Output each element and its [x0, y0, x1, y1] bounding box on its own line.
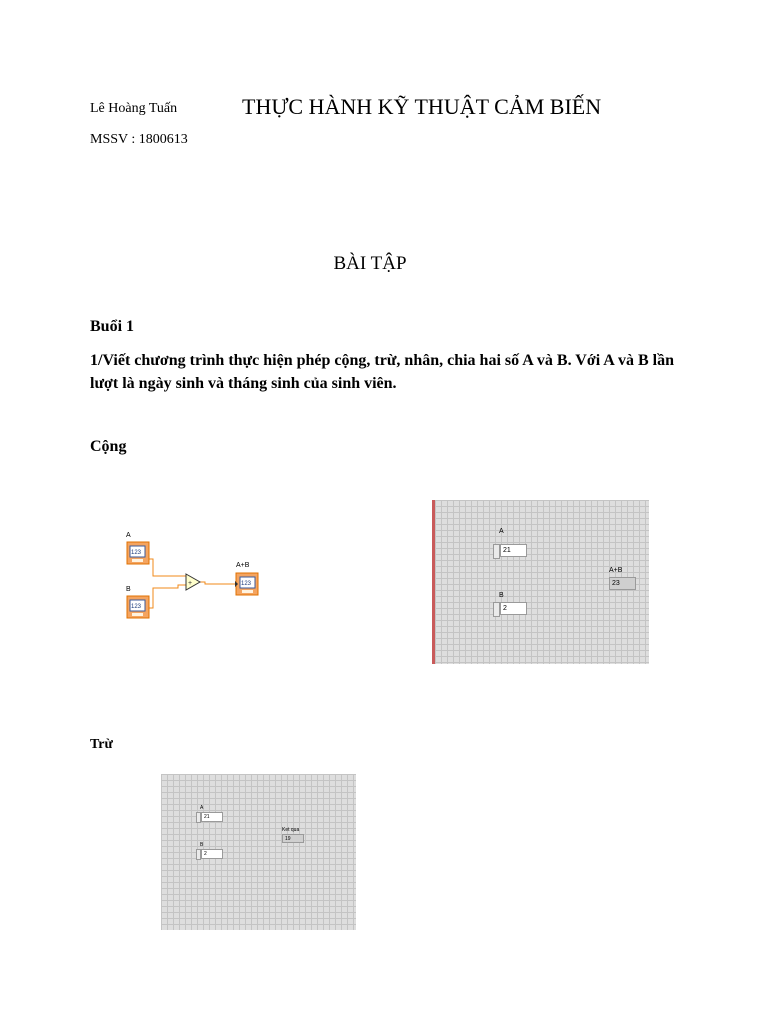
panel-a-spinner[interactable]: [493, 544, 500, 559]
section-heading: BÀI TẬP: [333, 253, 407, 274]
task-description: 1/Viết chương trình thực hiện phép cộng, trừ, nhân, chia hai số A và B. Với A và B lần lượt là ngày sinh và tháng sinh của sinh viên.: [90, 352, 674, 392]
control-a-type: 123: [131, 550, 142, 556]
student-id: MSSV : 1800613: [90, 132, 188, 147]
panel-sum-label: A+B: [609, 567, 623, 574]
session-heading: Buổi 1: [90, 318, 135, 335]
control-b-terminal: [126, 586, 149, 618]
indicator-sum-terminal: [235, 562, 258, 595]
sub-a-input[interactable]: 21: [201, 812, 223, 822]
addition-front-panel: [432, 500, 649, 664]
author-name: Lê Hoàng Tuấn: [90, 101, 178, 116]
sub-result-indicator: 19: [282, 834, 304, 843]
control-a-terminal: [126, 532, 149, 564]
sub-result-label: Ket qua: [282, 827, 300, 833]
panel-sum-indicator: 23: [609, 577, 636, 590]
panel-b-input[interactable]: 2: [500, 602, 527, 615]
control-b-type: 123: [131, 604, 142, 610]
svg-text:+: +: [188, 580, 193, 587]
addition-block-diagram: [118, 528, 268, 628]
sub-a-label: A: [200, 805, 204, 811]
panel-a-label: A: [499, 528, 504, 535]
control-a-label: A: [126, 532, 131, 539]
panel-a-input[interactable]: 21: [500, 544, 527, 557]
indicator-sum-type: 123: [241, 581, 252, 587]
indicator-sum-label: A+B: [236, 562, 250, 569]
sub-b-label: B: [200, 842, 204, 848]
subtraction-heading: Trừ: [90, 737, 113, 752]
subtraction-front-panel: [161, 774, 356, 930]
panel-b-spinner[interactable]: [493, 602, 500, 617]
document-title: THỰC HÀNH KỸ THUẬT CẢM BIẾN: [242, 94, 602, 119]
addition-heading: Cộng: [90, 438, 127, 455]
sub-b-input[interactable]: 2: [201, 849, 223, 859]
control-b-label: B: [126, 586, 131, 593]
panel-b-label: B: [499, 592, 504, 599]
add-function-icon: [186, 574, 200, 590]
